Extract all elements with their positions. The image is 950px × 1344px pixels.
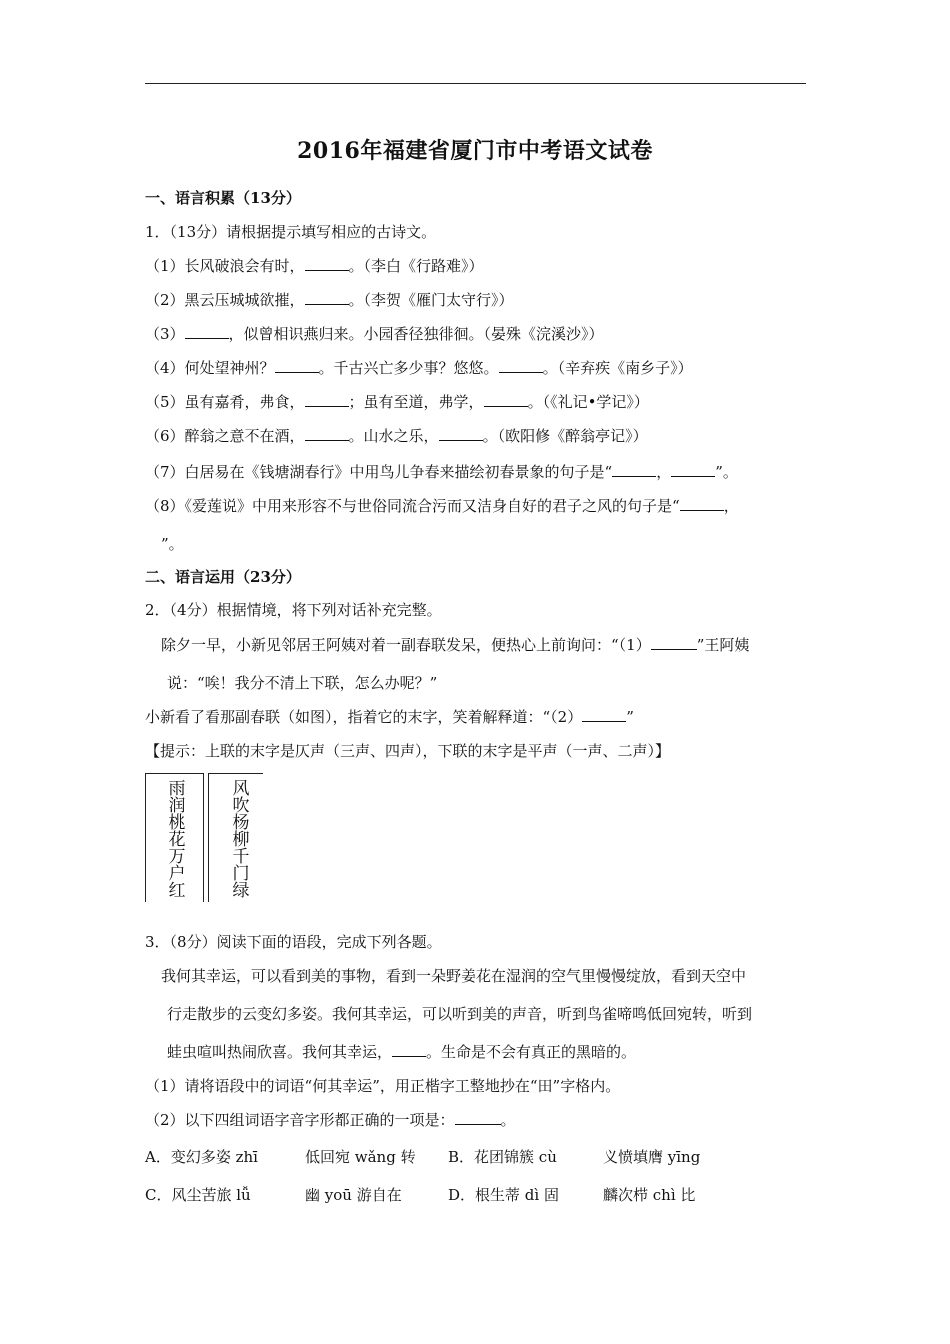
answer-blank[interactable]	[651, 635, 697, 650]
couplet-char: 绿	[232, 881, 250, 901]
couplet-char: 桃	[168, 813, 186, 833]
couplet-char: 润	[168, 796, 186, 816]
answer-blank[interactable]	[680, 496, 724, 511]
q1-stem: 1．（13分）请根据提示填写相应的古诗文。	[145, 223, 437, 241]
answer-blank[interactable]	[275, 358, 319, 373]
couplet-upper-line	[167, 781, 187, 900]
q1-item-8: （8）《爱莲说》中用来形容不与世俗同流合污而又洁身自好的君子之风的句子是“ ，	[145, 497, 739, 515]
q1-item-8-continuation: ”。	[161, 535, 184, 553]
q1-item-2: （2）黑云压城城欲摧， 。（李贺《雁门太守行》）	[145, 291, 514, 309]
answer-blank[interactable]	[305, 392, 349, 407]
couplet-char: 户	[168, 864, 186, 884]
answer-blank[interactable]	[185, 324, 229, 339]
q1-item-7: （7）白居易在《钱塘湖春行》中用鸟儿争春来描绘初春景象的句子是“ ， ”。	[145, 463, 738, 481]
section-1-heading: 一、语言积累（13分）	[145, 189, 301, 207]
q1-item-5: （5）虽有嘉肴，弗食， ；虽有至道，弗学， 。（《礼记•学记》）	[145, 393, 649, 411]
q3-stem: 3．（8分）阅读下面的语段，完成下列各题。	[145, 933, 442, 951]
section-2-heading: 二、语言运用（23分）	[145, 568, 301, 586]
q2-paragraph-1: 除夕一早，小新见邻居王阿姨对着一副春联发呆，便热心上前询问：“（1） ”王阿姨	[161, 636, 750, 654]
q3-passage-line-2: 行走散步的云变幻多姿。我何其幸运，可以听到美的声音，听到鸟雀啼鸣低回宛转，听到	[167, 1005, 753, 1023]
q2-hint: 【提示：上联的末字是仄声（三声、四声），下联的末字是平声（一声、二声）】	[145, 742, 671, 760]
header-rule	[145, 83, 806, 84]
q1-item-4: （4）何处望神州？ 。千古兴亡多少事？悠悠。 。（辛弃疾《南乡子》）	[145, 359, 693, 377]
answer-blank[interactable]	[484, 392, 528, 407]
answer-blank[interactable]	[439, 426, 483, 441]
q1-item-3: （3） ，似曾相识燕归来。小园香径独徘徊。（晏殊《浣溪沙》）	[145, 325, 604, 343]
option-d-part-2[interactable]: 麟次栉 chì 比	[603, 1186, 696, 1204]
answer-blank[interactable]	[392, 1042, 426, 1057]
couplet-char: 风	[232, 779, 250, 799]
q3-sub-question-2: （2）以下四组词语字音字形都正确的一项是： 。	[145, 1111, 516, 1129]
q3-passage-line-1: 我何其幸运，可以看到美的事物，看到一朵野姜花在湿润的空气里慢慢绽放，看到天空中	[161, 967, 747, 985]
answer-blank[interactable]	[305, 256, 349, 271]
couplet-char: 吹	[232, 796, 250, 816]
couplet-lower-line	[231, 781, 251, 900]
couplet-char: 柳	[232, 830, 250, 850]
couplet-char: 千	[232, 847, 250, 867]
answer-blank[interactable]	[305, 290, 349, 305]
answer-blank[interactable]	[612, 462, 656, 477]
option-d-part-1[interactable]: D．根生蒂 dì 固	[448, 1186, 559, 1204]
option-b-part-1[interactable]: B．花团锦簇 cù	[448, 1148, 557, 1166]
couplet-char: 雨	[168, 779, 186, 799]
q3-passage-line-3: 蛙虫喧叫热闹欣喜。我何其幸运， 。生命是不会有真正的黑暗的。	[167, 1043, 637, 1061]
q2-paragraph-2: 小新看了看那副春联（如图），指着它的末字，笑着解释道：“（2） ”	[145, 708, 634, 726]
option-c-part-2[interactable]: 幽 yoū 游自在	[305, 1186, 402, 1204]
option-b-part-2[interactable]: 义愤填膺 yīng	[603, 1148, 701, 1166]
couplet-char: 花	[168, 830, 186, 850]
answer-blank[interactable]	[499, 358, 543, 373]
couplet-char: 红	[168, 881, 186, 901]
page-title: 2016年福建省厦门市中考语文试卷	[297, 138, 653, 164]
answer-blank[interactable]	[582, 707, 626, 722]
option-c-part-1[interactable]: C．风尘苦旅 lǚ	[145, 1186, 251, 1204]
couplet-char: 门	[232, 864, 250, 884]
couplet-char: 杨	[232, 813, 250, 833]
q2-stem: 2．（4分）根据情境，将下列对话补充完整。	[145, 601, 442, 619]
answer-blank[interactable]	[671, 462, 715, 477]
option-a-part-1[interactable]: A．变幻多姿 zhī	[145, 1148, 258, 1166]
option-a-part-2[interactable]: 低回宛 wǎng 转	[305, 1148, 416, 1166]
q1-item-1: （1）长风破浪会有时， 。（李白《行路难》）	[145, 257, 484, 275]
answer-blank[interactable]	[305, 426, 349, 441]
q3-sub-question-1: （1）请将语段中的词语“何其幸运”，用正楷字工整地抄在“田”字格内。	[145, 1077, 621, 1095]
couplet-char: 万	[168, 847, 186, 867]
answer-blank[interactable]	[455, 1110, 501, 1125]
q2-paragraph-1-cont: 说：“唉！我分不清上下联，怎么办呢？”	[167, 674, 438, 692]
q1-item-6: （6）醉翁之意不在酒， 。山水之乐， 。（欧阳修《醉翁亭记》）	[145, 427, 648, 445]
